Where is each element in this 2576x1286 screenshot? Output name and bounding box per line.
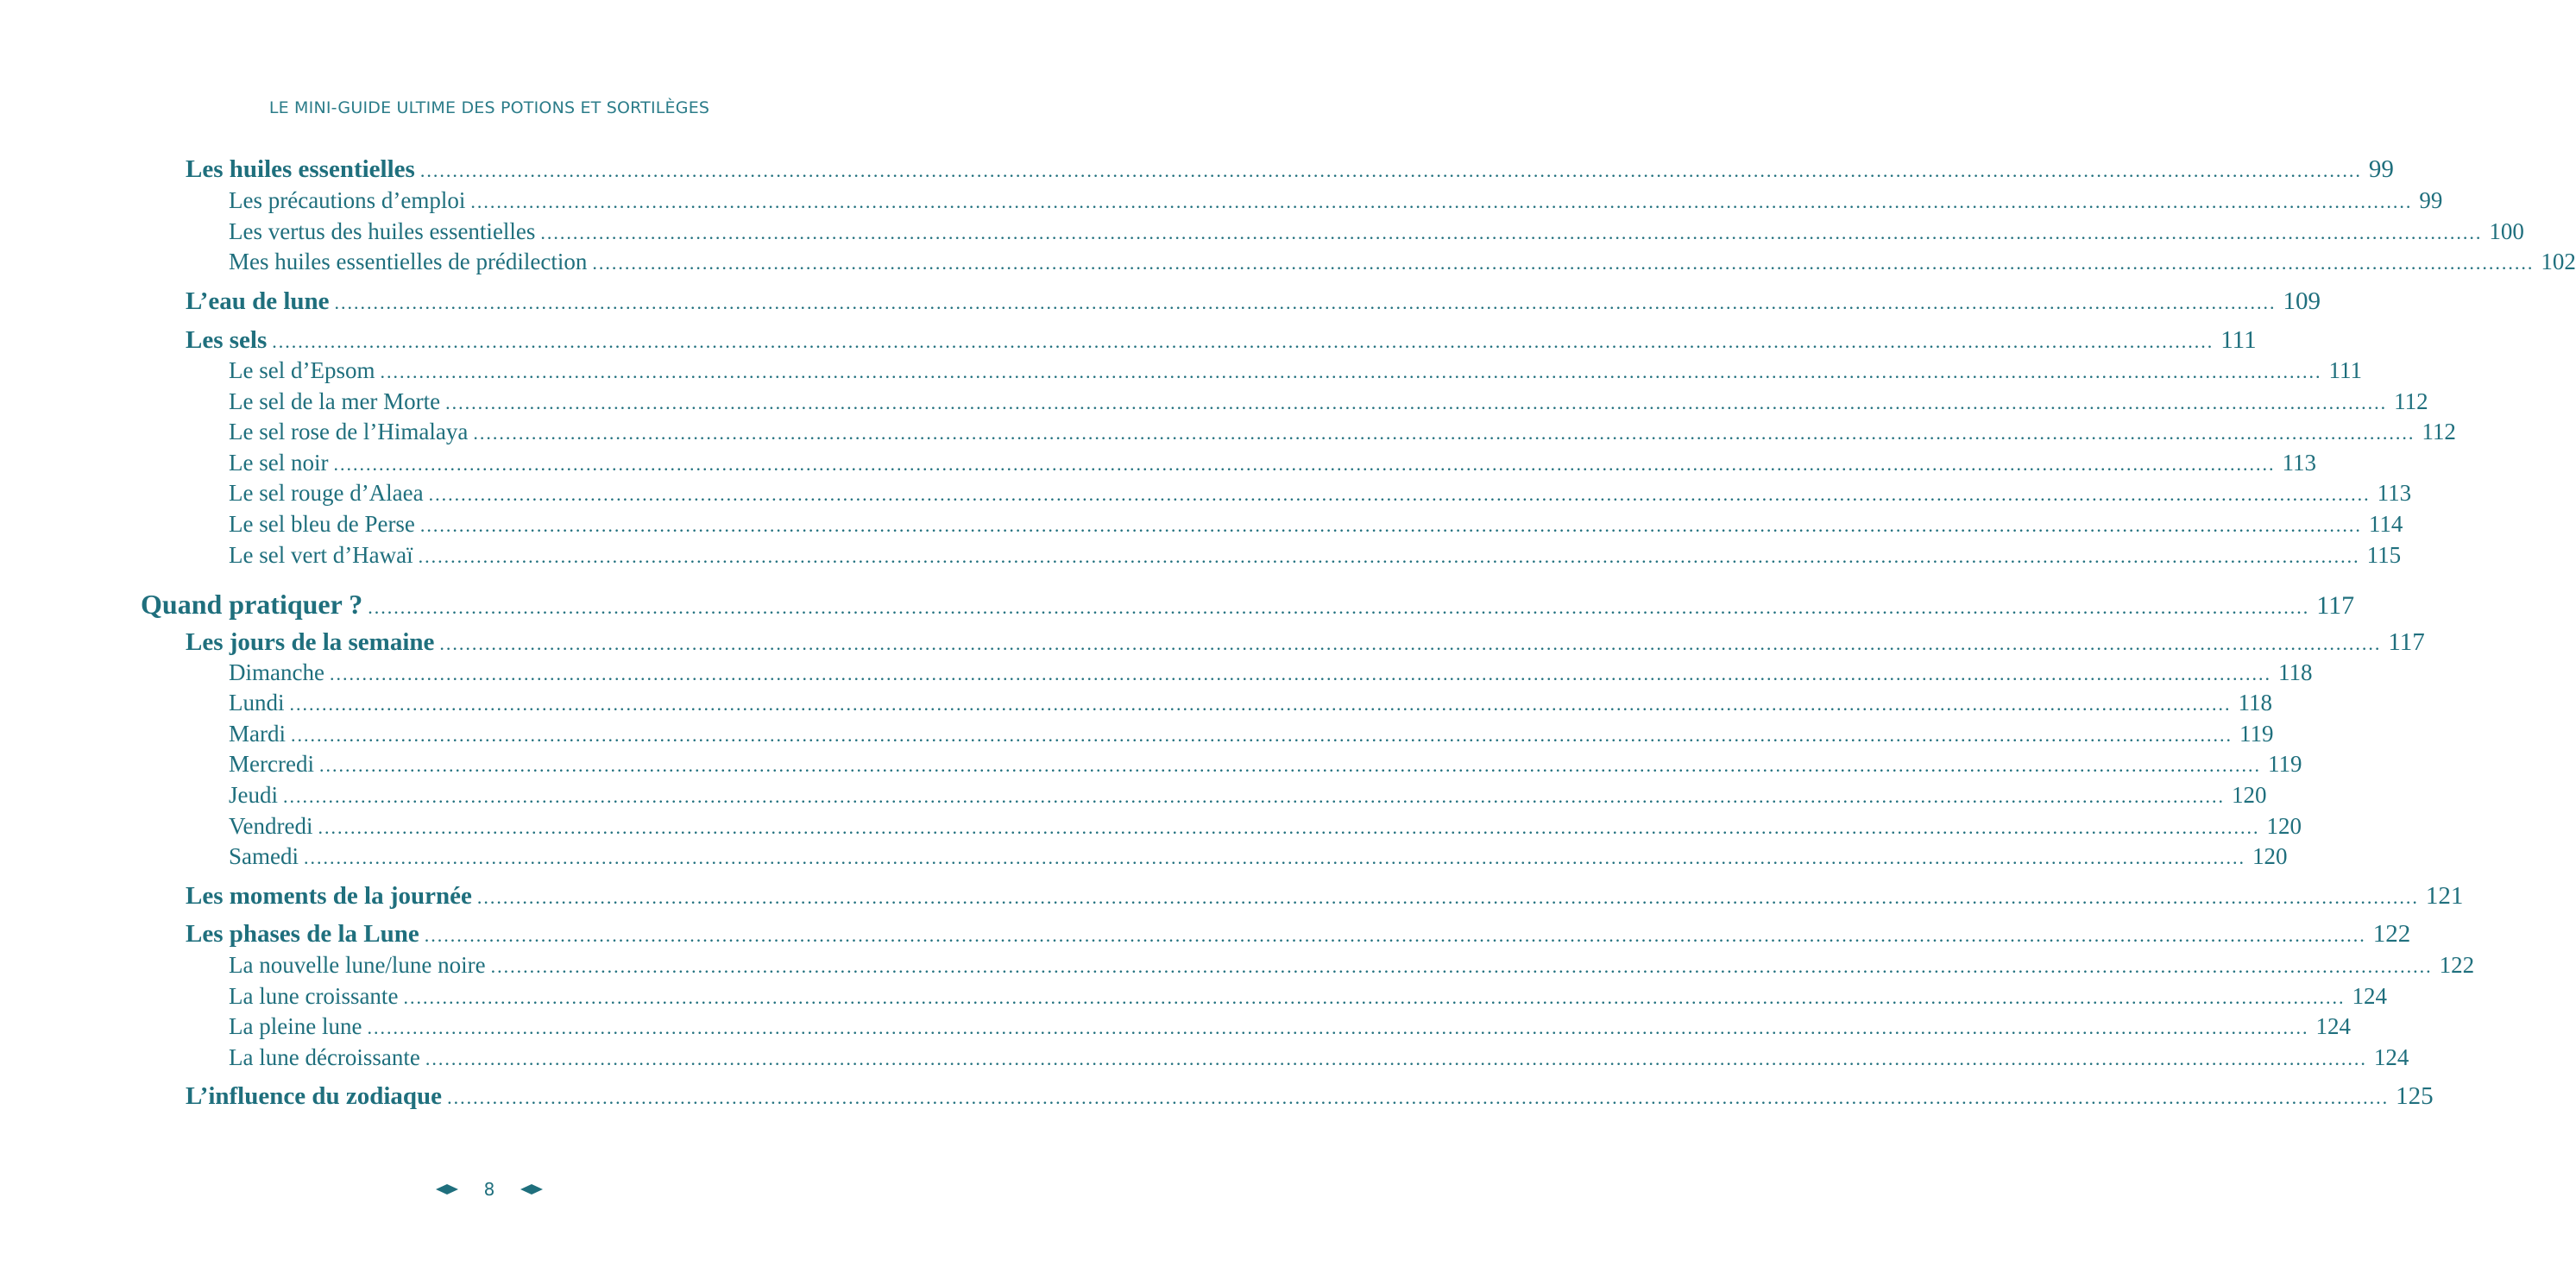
toc-entry [186,882,2464,911]
toc-entry [229,480,2412,507]
toc-entry-label: Les phases de la Lune [186,920,419,948]
toc-entry-label: Dimanche [229,659,324,685]
toc-entry [229,813,2302,840]
toc-entry-label: Lundi [229,690,285,715]
dot-leader: ............................................................................................................................................................................................................................................................................................................ [290,724,2233,746]
dot-leader: ............................................................................................................................................................................................................................................................................................................ [424,924,2366,946]
toc-entry-label: Le sel d’Epsom [229,357,375,383]
dot-leader: ............................................................................................................................................................................................................................................................................................................ [334,292,2277,313]
toc-entry-label: Mes huiles essentielles de prédilection [229,249,588,274]
toc-entry-page: 111 [2328,357,2362,383]
toc-entry [229,249,2576,275]
toc-entry-page: 124 [2373,1044,2409,1070]
toc-entry-label: Les vertus des huiles essentielles [229,218,536,244]
toc-entry-label: Mardi [229,721,286,747]
toc-entry [141,589,2355,621]
toc-entry [186,287,2321,316]
dot-leader: ............................................................................................................................................................................................................................................................................................................ [490,955,2433,977]
toc-entry-label: Quand pratiquer ? [141,589,363,620]
toc-entry [186,155,2394,184]
toc-entry-label: Mercredi [229,751,314,777]
toc-entry [229,511,2403,538]
toc-entry-page: 102 [2541,249,2576,274]
dot-leader: ............................................................................................................................................................................................................................................................................................................ [592,252,2535,274]
dot-leader: ............................................................................................................................................................................................................................................................................................................ [445,392,2388,413]
toc-entry-page: 118 [2277,659,2313,685]
toc-entry-page: 113 [2282,450,2316,476]
toc-entry-label: La pleine lune [229,1013,362,1039]
toc-entry [229,659,2313,686]
toc-entry-page: 121 [2425,882,2464,910]
toc-entry-label: Vendredi [229,813,313,839]
dot-leader: ............................................................................................................................................................................................................................................................................................................ [447,1087,2390,1108]
toc-entry [229,721,2274,747]
toc-entry-page: 99 [2419,187,2443,213]
toc-entry-page: 120 [2232,782,2267,808]
toc-entry-label: Le sel bleu de Perse [229,511,415,537]
toc-entry-page: 115 [2366,542,2402,568]
toc-entry [229,357,2362,384]
toc-entry-label: Le sel de la mer Morte [229,388,441,414]
toc-entry [229,782,2267,809]
toc-entry-label: Samedi [229,843,299,869]
toc-entry-page: 99 [2368,155,2394,183]
toc-entry-page: 109 [2283,287,2321,315]
dot-leader: ............................................................................................................................................................................................................................................................................................................ [318,754,2261,776]
toc-entry-page: 124 [2315,1013,2351,1039]
dot-leader: ............................................................................................................................................................................................................................................................................................................ [368,596,2310,618]
toc-entry [229,983,2387,1010]
dot-leader: ............................................................................................................................................................................................................................................................................................................ [419,514,2362,536]
toc-entry-label: Le sel rose de l’Himalaya [229,419,469,444]
toc-entry-label: La nouvelle lune/lune noire [229,952,486,978]
toc-entry-page: 119 [2267,751,2302,777]
toc-entry [186,326,2257,355]
toc-entry-page: 100 [2489,218,2524,244]
toc-entry [229,450,2316,476]
toc-entry-page: 118 [2238,690,2272,715]
dot-leader: ............................................................................................................................................................................................................................................................................................................ [318,816,2260,838]
toc-entry-page: 117 [2388,628,2425,656]
toc-entry [229,218,2524,245]
page-number: 8 [483,1179,495,1200]
toc-entry-label: Les sels [186,326,268,354]
dot-leader: ............................................................................................................................................................................................................................................................................................................ [476,886,2419,908]
toc-entry-label: L’eau de lune [186,287,330,315]
toc-entry [186,628,2425,657]
toc-entry-label: Les précautions d’emploi [229,187,466,213]
toc-entry-page: 119 [2239,721,2274,747]
running-header: LE MINI-GUIDE ULTIME DES POTIONS ET SORTILÈGES [268,98,710,117]
dot-leader: ............................................................................................................................................................................................................................................................................................................ [439,633,2382,654]
toc-entry-page: 117 [2316,591,2355,620]
dot-leader: ............................................................................................................................................................................................................................................................................................................ [272,331,2214,352]
toc-entry [229,690,2272,716]
toc-entry-label: La lune décroissante [229,1044,420,1070]
dot-leader: ............................................................................................................................................................................................................................................................................................................ [470,191,2413,212]
dot-leader: ............................................................................................................................................................................................................................................................................................................ [380,361,2322,382]
dot-leader: ............................................................................................................................................................................................................................................................................................................ [540,222,2483,243]
toc-entry-page: 122 [2439,952,2475,978]
dot-leader: ............................................................................................................................................................................................................................................................................................................ [425,1048,2367,1069]
toc-entry-label: Le sel rouge d’Alaea [229,480,424,506]
toc-entry [229,542,2402,569]
dot-leader: ............................................................................................................................................................................................................................................................................................................ [367,1017,2309,1038]
diamond-ornament-icon [520,1184,543,1195]
toc-entry [229,952,2475,979]
toc-entry-label: Les moments de la journée [186,882,472,910]
toc-entry [229,843,2288,870]
dot-leader: ............................................................................................................................................................................................................................................................................................................ [329,663,2271,684]
toc-entry-page: 124 [2352,983,2387,1009]
toc-entry [229,1013,2351,1040]
toc-entry [229,388,2428,415]
dot-leader: ............................................................................................................................................................................................................................................................................................................ [428,483,2371,505]
toc-entry-page: 114 [2368,511,2403,537]
diamond-ornament-icon [436,1184,458,1195]
dot-leader: ............................................................................................................................................................................................................................................................................................................ [403,987,2346,1008]
toc-entry-label: Le sel noir [229,450,329,476]
toc-entry-label: La lune croissante [229,983,399,1009]
toc-entry-page: 125 [2396,1082,2434,1110]
toc-entry-page: 112 [2394,388,2428,414]
toc-entry-label: Jeudi [229,782,278,808]
toc-entry-page: 122 [2372,920,2411,948]
dot-leader: ............................................................................................................................................................................................................................................................................................................ [419,160,2362,181]
toc-entry [186,920,2411,949]
toc-entry [229,1044,2409,1071]
toc-entry-page: 120 [2266,813,2302,839]
dot-leader: ............................................................................................................................................................................................................................................................................................................ [283,785,2225,807]
toc-entry [229,187,2443,214]
dot-leader: ............................................................................................................................................................................................................................................................................................................ [418,545,2360,567]
toc-entry-label: L’influence du zodiaque [186,1082,443,1110]
toc-entry-page: 113 [2377,480,2412,506]
toc-entry-page: 111 [2220,326,2257,354]
toc-entry [229,751,2302,778]
toc-entry-label: Les huiles essentielles [186,155,415,183]
toc-entry-page: 112 [2422,419,2456,444]
toc-entry [186,1082,2434,1111]
toc-entry [229,419,2456,445]
page-footer [0,1179,979,1200]
toc-entry-label: Le sel vert d’Hawaï [229,542,413,568]
toc-entry-page: 120 [2252,843,2288,869]
dot-leader: ............................................................................................................................................................................................................................................................................................................ [333,453,2276,475]
dot-leader: ............................................................................................................................................................................................................................................................................................................ [289,693,2232,715]
toc-entry-label: Les jours de la semaine [186,628,435,656]
dot-leader: ............................................................................................................................................................................................................................................................................................................ [304,847,2245,868]
dot-leader: ............................................................................................................................................................................................................................................................................................................ [473,422,2415,444]
